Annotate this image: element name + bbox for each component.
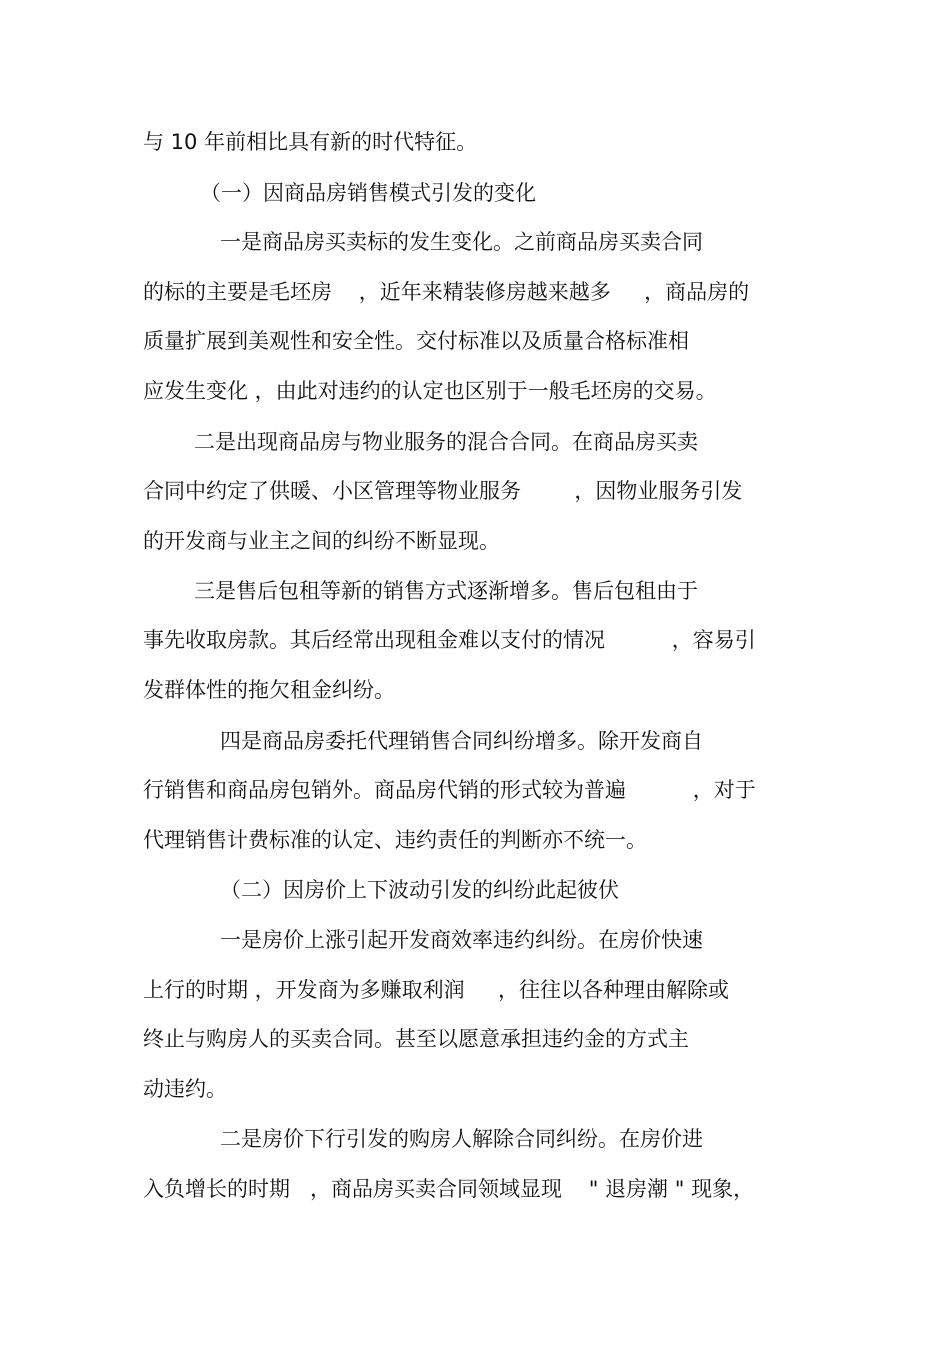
text-line: 四是商品房委托代理销售合同纠纷增多。除开发商自 bbox=[220, 729, 703, 753]
text-line: 上行的时期 ，开发商为多赚取利润 ，往往以各种理由解除或 bbox=[143, 978, 730, 1002]
text-line: 入负增长的时期 ，商品房买卖合同领域显现 " 退房潮 " 现象， bbox=[143, 1177, 755, 1201]
text-line: 与 10 年前相比具有新的时代特征。 bbox=[143, 130, 478, 154]
text-line: 的标的主要是毛坯房 ，近年来精装修房越来越多 ，商品房的 bbox=[143, 280, 750, 304]
text-line: 二是房价下行引发的购房人解除合同纠纷。在房价进 bbox=[220, 1127, 703, 1151]
text-line: 事先收取房款。其后经常出现租金难以支付的情况 ，容易引 bbox=[143, 628, 756, 652]
text-line: 三是售后包租等新的销售方式逐渐增多。售后包租由于 bbox=[194, 579, 698, 603]
text-line: 发群体性的拖欠租金纠纷。 bbox=[143, 678, 395, 702]
text-line: 二是出现商品房与物业服务的混合合同。在商品房买卖 bbox=[194, 430, 698, 454]
text-line: 的开发商与业主之间的纠纷不断显现。 bbox=[143, 529, 500, 553]
section-heading: （一）因商品房销售模式引发的变化 bbox=[200, 181, 536, 205]
text-line: 行销售和商品房包销外。商品房代销的形式较为普遍 ，对于 bbox=[143, 778, 756, 802]
text-line: 一是商品房买卖标的发生变化。之前商品房买卖合同 bbox=[220, 230, 703, 254]
text-line: 质量扩展到美观性和安全性。交付标准以及质量合格标准相 bbox=[143, 329, 689, 353]
text-line: 一是房价上涨引起开发商效率违约纠纷。在房价快速 bbox=[220, 928, 703, 952]
section-heading: （二）因房价上下波动引发的纠纷此起彼伏 bbox=[220, 878, 619, 902]
text-line: 应发生变化 ，由此对违约的认定也区别于一般毛坯房的交易。 bbox=[143, 379, 717, 403]
text-line: 合同中约定了供暖、小区管理等物业服务 ，因物业服务引发 bbox=[143, 479, 743, 503]
text-line: 代理销售计费标准的认定、违约责任的判断亦不统一。 bbox=[143, 828, 647, 852]
text-line: 动违约。 bbox=[143, 1077, 227, 1101]
text-line: 终止与购房人的买卖合同。甚至以愿意承担违约金的方式主 bbox=[143, 1027, 689, 1051]
